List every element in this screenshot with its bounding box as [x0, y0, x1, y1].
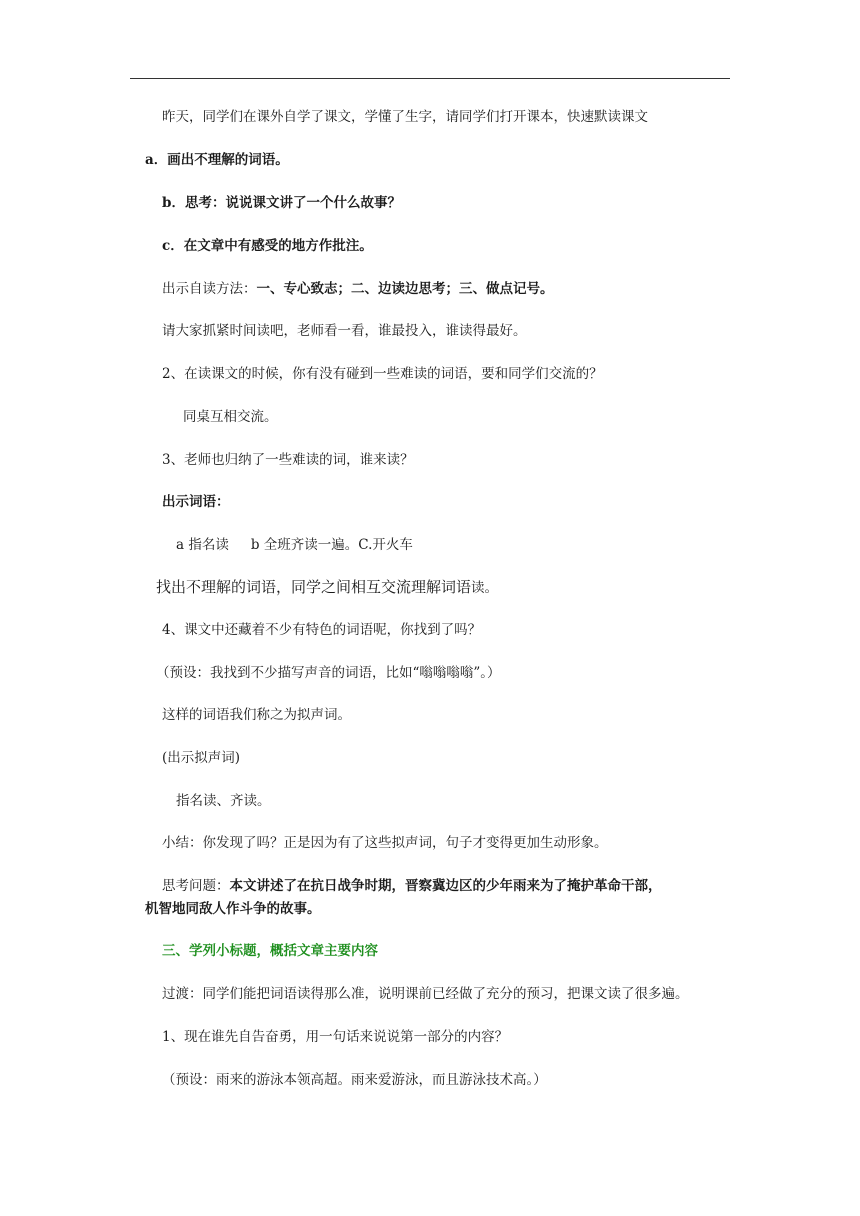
paragraph-intro: 昨天，同学们在课外自学了课文，学懂了生字，请同学们打开课本，快速默读课文	[162, 109, 648, 125]
reading-mode-a: a 指名读	[176, 537, 229, 553]
find-words-tail: 读。	[471, 580, 499, 596]
onomatopoeia-definition: 这样的词语我们称之为拟声词。	[162, 707, 351, 723]
thinking-question-answer: 本文讲述了在抗日战争时期，晋察冀边区的少年雨来为了掩护革命干部，	[229, 878, 662, 894]
reading-mode-b: b 全班齐读一遍。C.开火车	[250, 537, 413, 553]
deskmate-exchange: 同桌互相交流。	[183, 409, 278, 425]
reading-methods-list: 一、专心致志；二、边读边思考；三、做点记号。	[256, 281, 554, 297]
show-onomatopoeia: (出示拟声词)	[162, 750, 241, 766]
summary: 小结：你发现了吗？正是因为有了这些拟声词，句子才变得更加生动形象。	[162, 835, 608, 851]
question-3: 3、老师也归纳了一些难读的词，谁来读？	[162, 452, 414, 468]
reading-methods-label: 出示自读方法：	[162, 281, 257, 297]
read-aloud: 指名读、齐读。	[176, 793, 271, 809]
reading-methods	[162, 279, 554, 299]
task-a: a．画出不理解的词语。	[145, 152, 289, 168]
task-b: b．思考：说说课文讲了一个什么故事？	[162, 195, 401, 211]
paragraph-read-now: 请大家抓紧时间读吧，老师看一看，谁最投入，谁读得最好。	[162, 323, 527, 339]
preset-part-1: （预设：雨来的游泳本领高超。雨来爱游泳，而且游泳技术高。）	[162, 1072, 547, 1088]
transition: 过渡：同学们能把词语读得那么准，说明课前已经做了充分的预习，把课文读了很多遍。	[162, 986, 689, 1002]
question-part-1: 1、现在谁先自告奋勇，用一句话来说说第一部分的内容？	[162, 1029, 509, 1045]
preset-onomatopoeia: （预设：我找到不少描写声音的词语，比如“嗡嗡嗡嗡”。）	[156, 665, 501, 681]
find-words-main: 找出不理解的词语，同学之间相互交流理解词语	[156, 578, 472, 596]
question-4: 4、课文中还藏着不少有特色的词语呢，你找到了吗？	[162, 622, 482, 638]
section-heading-3: 三、学列小标题，概括文章主要内容	[162, 943, 378, 959]
thinking-question	[162, 876, 662, 896]
task-c: c．在文章中有感受的地方作批注。	[162, 238, 373, 254]
question-2: 2、在读课文的时候，你有没有碰到一些难读的词语，要和同学们交流的？	[162, 366, 603, 382]
reading-modes	[176, 535, 413, 555]
thinking-question-label: 思考问题：	[162, 878, 230, 894]
thinking-question-answer-cont: 机智地同敌人作斗争的故事。	[145, 901, 321, 917]
show-words-label: 出示词语：	[162, 494, 230, 510]
header-rule	[130, 78, 730, 79]
find-words-line	[156, 577, 498, 598]
